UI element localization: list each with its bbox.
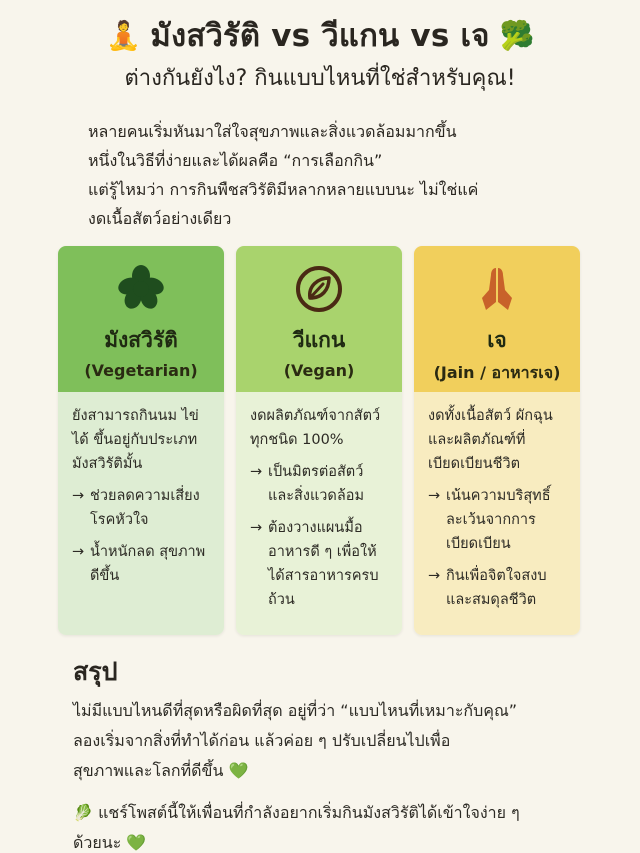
card-title: วีแกน xyxy=(292,328,346,352)
intro-line: หนึ่งในวิธีที่ง่ายและได้ผลคือ “การเลือกกิน” xyxy=(88,151,383,170)
praying-hands-icon xyxy=(472,264,522,314)
card-body xyxy=(58,392,224,635)
summary-line: ไม่มีแบบไหนดีที่สุดหรือผิดที่สุด อยู่ที่ว่า “แบบไหนที่เหมาะกับคุณ” xyxy=(73,701,518,720)
card-header xyxy=(414,246,580,392)
summary-text xyxy=(73,696,620,786)
leaf-circle-icon xyxy=(294,264,344,314)
arrow-right-icon: → xyxy=(250,464,263,480)
arrow-right-icon: → xyxy=(428,488,441,504)
card-title: มังสวิรัติ xyxy=(104,328,178,352)
page-title: มังสวิรัติ vs วีแกน vs เจ xyxy=(150,18,490,54)
share-note xyxy=(73,798,620,853)
leafy-green-icon: 🥬 xyxy=(73,803,93,822)
bullet-text: ช่วยลดความเสี่ยงโรคหัวใจ xyxy=(90,488,200,528)
arrow-right-icon: → xyxy=(250,520,263,536)
page-subtitle: ต่างกันยังไง? กินแบบไหนที่ใช่สำหรับคุณ! xyxy=(124,66,516,91)
card-subtitle: (Jain / อาหารเจ) xyxy=(433,363,561,382)
card-title: เจ xyxy=(487,328,507,352)
share-text: แชร์โพสต์นี้ให้เพื่อนที่กำลังอยากเริ่มกินมังสวิรัติได้เข้าใจง่าย ๆ xyxy=(98,803,520,822)
card-body xyxy=(414,392,580,635)
arrow-right-icon: → xyxy=(72,488,85,504)
card-vegan xyxy=(236,246,402,635)
intro-line: แต่รู้ไหมว่า การกินพืชสวิรัติมีหลากหลายแบบนะ ไม่ใช่แค่ xyxy=(88,180,479,199)
share-line: ด้วยนะ 💚 xyxy=(73,833,147,852)
bullet-text: ต้องวางแผนมื้ออาหารดี ๆ เพื่อให้ได้สารอาหารครบถ้วน xyxy=(268,520,379,608)
leaf-clover-icon xyxy=(116,264,166,314)
card-subtitle: (Vegetarian) xyxy=(84,361,198,380)
comparison-cards xyxy=(58,246,580,635)
card-vegetarian xyxy=(58,246,224,635)
card-bullet xyxy=(250,460,388,508)
summary-line: สุขภาพและโลกที่ดีขึ้น 💚 xyxy=(73,761,249,780)
card-body xyxy=(236,392,402,635)
card-bullet xyxy=(72,540,210,588)
bullet-text: เป็นมิตรต่อสัตว์และสิ่งแวดล้อม xyxy=(268,464,365,504)
card-description: งดทั้งเนื้อสัตว์ ผักฉุน และผลิตภัณฑ์ที่เบียดเบียนชีวิต xyxy=(428,408,553,472)
meditation-icon: 🧘 xyxy=(106,18,142,52)
card-description: ยังสามารถกินนม ไข่ได้ ขึ้นอยู่กับประเภท มังสวิรัติมั้น xyxy=(72,408,199,472)
card-bullet xyxy=(428,484,566,556)
summary-title: สรุป xyxy=(73,657,118,686)
card-jain xyxy=(414,246,580,635)
card-bullet xyxy=(72,484,210,532)
broccoli-icon: 🥦 xyxy=(499,18,535,52)
card-subtitle: (Vegan) xyxy=(283,361,355,380)
bullet-text: น้ำหนักลด สุขภาพดีขึ้น xyxy=(90,544,206,584)
arrow-right-icon: → xyxy=(72,544,85,560)
share-line xyxy=(73,798,620,828)
title-row xyxy=(30,0,610,58)
card-header xyxy=(58,246,224,392)
summary-section xyxy=(73,652,620,853)
arrow-right-icon: → xyxy=(428,568,441,584)
bullet-text: เน้นความบริสุทธิ์ ละเว้นจากการเบียดเบียน xyxy=(446,488,551,552)
card-header xyxy=(236,246,402,392)
intro-text xyxy=(30,117,610,233)
bullet-text: กินเพื่อจิตใจสงบและสมดุลชีวิต xyxy=(446,568,547,608)
card-bullet xyxy=(250,516,388,612)
card-description: งดผลิตภัณฑ์จากสัตว์ทุกชนิด 100% xyxy=(250,408,381,448)
card-bullet xyxy=(428,564,566,612)
intro-line: งดเนื้อสัตว์อย่างเดียว xyxy=(88,209,232,228)
summary-line: ลองเริ่มจากสิ่งที่ทำได้ก่อน แล้วค่อย ๆ ปรับเปลี่ยนไปเพื่อ xyxy=(73,731,451,750)
intro-line: หลายคนเริ่มหันมาใส่ใจสุขภาพและสิ่งแวดล้อมมากขึ้น xyxy=(88,122,457,141)
